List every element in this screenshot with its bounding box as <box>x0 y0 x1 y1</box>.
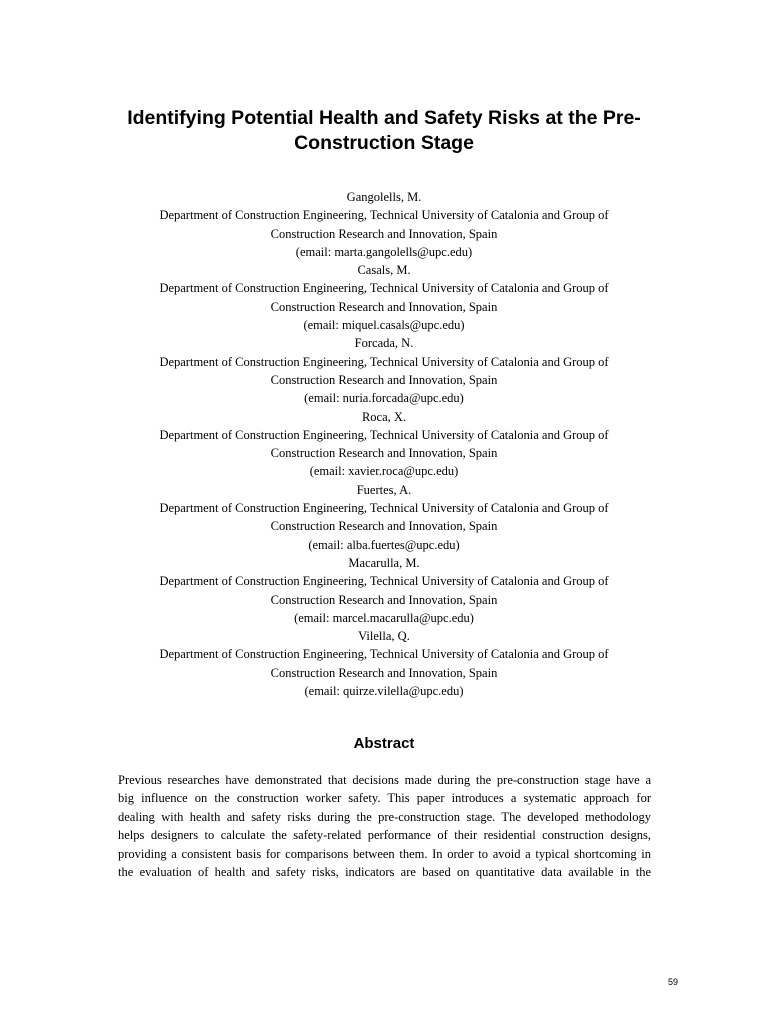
author-affiliation-line: Construction Research and Innovation, Spain <box>270 372 498 387</box>
author-affiliation-line: Construction Research and Innovation, Spain <box>270 299 498 314</box>
abstract-line: big influence on the construction worker safety. This paper introduces a systematic approach for <box>118 791 651 806</box>
author-name: Fuertes, A. <box>356 482 412 497</box>
abstract-line: the evaluation of health and safety risks, indicators are based on quantitative data available in the <box>118 865 651 880</box>
author-block <box>84 554 684 627</box>
author-block <box>84 188 684 261</box>
author-affiliation-line: Department of Construction Engineering, Technical University of Catalonia and Group of <box>159 208 609 223</box>
author-affiliation-line: Construction Research and Innovation, Spain <box>270 446 498 461</box>
author-affiliation-line: Department of Construction Engineering, Technical University of Catalonia and Group of <box>159 354 609 369</box>
title-line: Construction Stage <box>294 132 474 154</box>
author-email: (email: alba.fuertes@upc.edu) <box>308 537 460 552</box>
author-affiliation-line: Department of Construction Engineering, Technical University of Catalonia and Group of <box>159 501 609 516</box>
title-line: Identifying Potential Health and Safety Risks at the Pre- <box>127 107 641 129</box>
abstract-body <box>118 771 651 881</box>
author-name: Macarulla, M. <box>348 555 420 570</box>
abstract-line: providing a consistent basis for comparisons between them. In order to avoid a typical shortcoming in <box>118 846 651 861</box>
author-block <box>84 334 684 407</box>
author-name: Roca, X. <box>361 409 407 424</box>
author-affiliation-line: Construction Research and Innovation, Spain <box>270 226 498 241</box>
author-name: Vilella, Q. <box>358 629 410 644</box>
author-email: (email: xavier.roca@upc.edu) <box>309 464 459 479</box>
author-list <box>84 188 684 700</box>
author-name: Casals, M. <box>357 263 411 278</box>
author-affiliation-line: Department of Construction Engineering, Technical University of Catalonia and Group of <box>159 574 609 589</box>
author-affiliation-line: Department of Construction Engineering, Technical University of Catalonia and Group of <box>159 281 609 296</box>
paper-title <box>90 106 678 156</box>
author-affiliation-line: Construction Research and Innovation, Spain <box>270 665 498 680</box>
abstract-line: dealing with health and safety risks during the pre-construction stage. The developed methodology <box>118 809 651 824</box>
author-affiliation-line: Department of Construction Engineering, Technical University of Catalonia and Group of <box>159 427 609 442</box>
author-block <box>84 261 684 334</box>
author-affiliation-line: Construction Research and Innovation, Spain <box>270 519 498 534</box>
author-email: (email: miquel.casals@upc.edu) <box>303 318 465 333</box>
author-email: (email: nuria.forcada@upc.edu) <box>304 391 464 406</box>
author-affiliation-line: Department of Construction Engineering, Technical University of Catalonia and Group of <box>159 647 609 662</box>
abstract-line: Previous researches have demonstrated that decisions made during the pre-construction stage have a <box>118 773 651 787</box>
author-name: Gangolells, M. <box>346 190 422 204</box>
page-number: 59 <box>667 977 678 987</box>
abstract-heading: Abstract <box>353 735 415 752</box>
author-email: (email: quirze.vilella@upc.edu) <box>304 684 464 699</box>
author-email: (email: marta.gangolells@upc.edu) <box>295 244 473 259</box>
abstract-line: helps designers to calculate the safety-related performance of their residential construction designs, <box>118 828 651 843</box>
author-block <box>84 627 684 700</box>
author-email: (email: marcel.macarulla@upc.edu) <box>294 610 474 625</box>
author-name: Forcada, N. <box>354 336 414 351</box>
author-block <box>84 408 684 481</box>
author-block <box>84 481 684 554</box>
author-affiliation-line: Construction Research and Innovation, Spain <box>270 592 498 607</box>
